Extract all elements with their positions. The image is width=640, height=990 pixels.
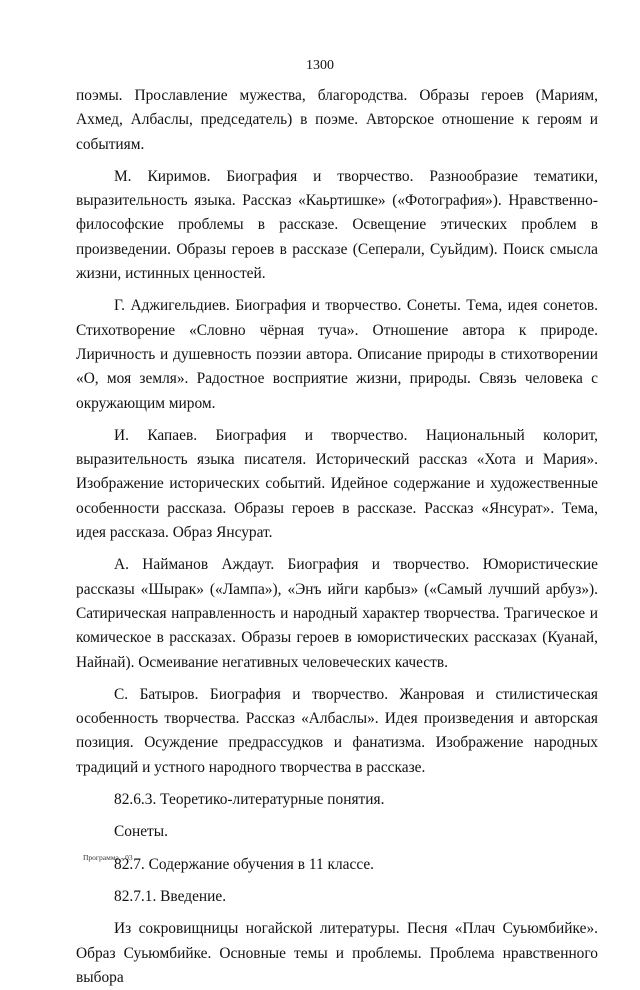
paragraph-batyrov: С. Батыров. Биография и творчество. Жанровая и стилистическая особенность творчества. Рассказ «Албаслы». Идея произведения и авторская позиция. Осуждение предрассудков и фанатизма. Изображение народных традиций и устного народного творчества в рассказе. — [76, 685, 598, 776]
section-heading-grade-11: 82.7. Содержание обучения в 11 классе. — [114, 855, 375, 873]
paragraph-kirimov: М. Киримов. Биография и творчество. Разнообразие тематики, выразительность языка. Рассказ «Каьртишке» («Фотография»). Нравственно-философские проблемы в рассказе. Освещение этических проблем в произведении. Образы героев в рассказе (Сеперали, Суьйдим). Поиск смысла жизни, истинных ценностей. — [76, 167, 598, 283]
page-number: 1300 — [306, 58, 334, 73]
paragraph-sonnets: Сонеты. — [114, 823, 168, 841]
paragraph-kapaev: И. Капаев. Биография и творчество. Национальный колорит, выразительность языка писателя. Исторический рассказ «Хота и Мария». Изображение исторических событий. Идейное содержание и художественные особенности рассказа. Образы героев в рассказе. Рассказ «Янсурат». Тема, идея рассказа. Образ Янсурат. — [76, 426, 598, 542]
section-heading-theory: 82.6.3. Теоретико-литературные понятия. — [114, 791, 385, 809]
paragraph-adzhigeldiev: Г. Аджигельдиев. Биография и творчество. Сонеты. Тема, идея сонетов. Стихотворение «Словно чёрная туча». Отношение автора к природе. Лиричность и душевность поэзии автора. Описание природы в стихотворении «О, моя земля». Радостное восприятие жизни, природы. Связь человека с окружающим миром. — [76, 297, 598, 412]
paragraph-treasury: Из сокровищницы ногайской литературы. Песня «Плач Суьюмбийке». Образ Суьюмбийке. Основные темы и проблемы. Проблема нравственного выбора — [76, 920, 598, 986]
body-text — [76, 84, 598, 990]
section-heading-introduction: 82.7.1. Введение. — [114, 887, 227, 905]
paragraph-continuation: поэмы. Прославление мужества, благородства. Образы героев (Мариям, Ахмед, Албаслы, председатель) в поэме. Авторское отношение к героям и событиям. — [76, 87, 598, 153]
footer-label: Программа - 03 — [83, 853, 133, 862]
paragraph-naymanov: А. Найманов Аждаут. Биография и творчество. Юмористические рассказы «Шырак» («Лампа»), «Энъ ийги карбыз» («Самый лучший арбуз»). Сатирическая направленность и народный характер творчества. Трагическое и комическое в рассказах. Образы героев в юмористических рассказах (Куанай, Найнай). Осмеивание негативных человеческих качеств. — [76, 556, 598, 671]
